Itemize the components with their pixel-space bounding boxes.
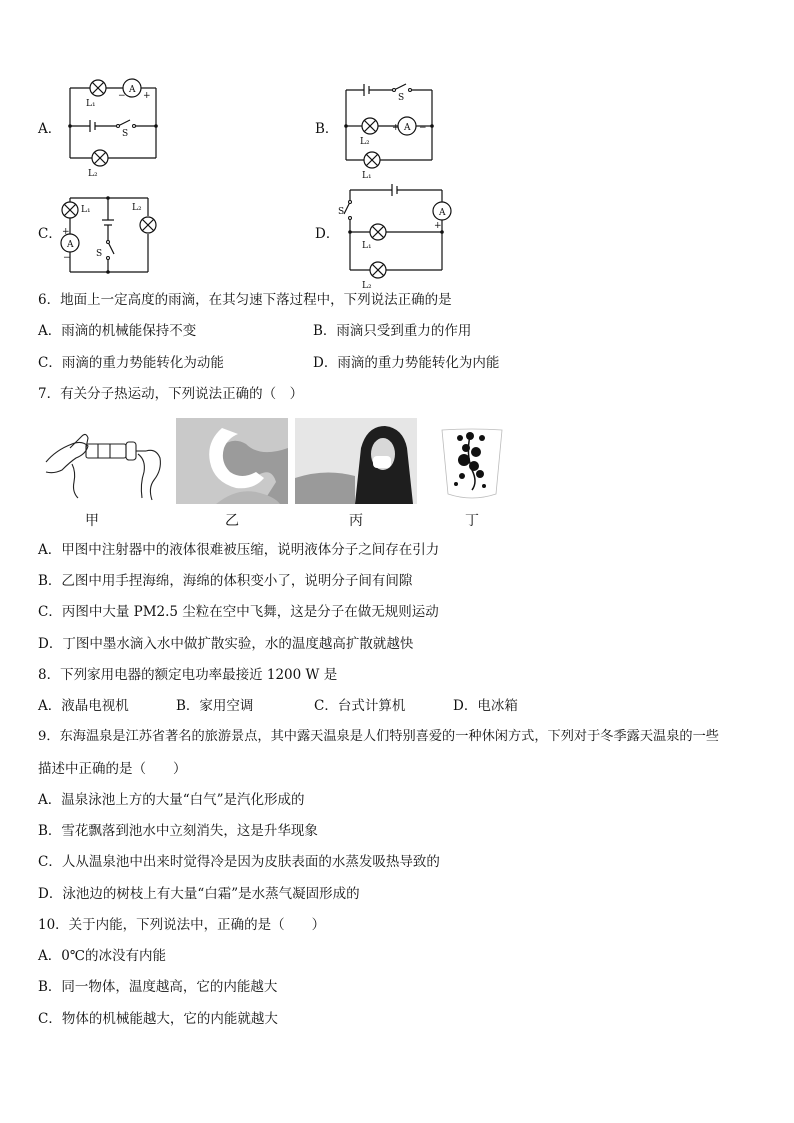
q7-option-b: B．乙图中用手捏海绵，海绵的体积变小了，说明分子间有间隙 (38, 573, 413, 589)
q7-option-d: D．丁图中墨水滴入水中做扩散实验，水的温度越高扩散就越快 (38, 636, 414, 652)
q7-option-a: A．甲图中注射器中的液体很难被压缩，说明液体分子之间存在引力 (38, 542, 440, 558)
q7-figure-jia (42, 418, 166, 508)
svg-text:+: + (392, 123, 400, 133)
q5-circuit-c (60, 190, 170, 282)
lamp-l2-label-b: L₂ (360, 137, 370, 147)
ink-diffusion-beaker (436, 424, 508, 504)
switch-s-label-c: S (96, 249, 103, 259)
q9-stem-line1: 9．东海温泉是江苏省著名的旅游景点，其中露天温泉是人们特别喜爱的一种休闲方式，下列对于冬季露天温泉的一些 (38, 729, 719, 744)
q7-figure-ding (436, 424, 508, 508)
syringe-hands-illustration (42, 418, 166, 504)
circuit-a-diagram (60, 76, 170, 179)
q6-stem: 6．地面上一定高度的雨滴，在其匀速下落过程中，下列说法正确的是 (38, 292, 452, 308)
q10-option-b: B．同一物体，温度越高，它的内能越大 (38, 979, 278, 995)
circuit-d-diagram (338, 180, 448, 291)
lamp-l2-label-d: L₂ (362, 281, 372, 291)
q10-option-a: A．0℃的冰没有内能 (38, 948, 166, 964)
q6-option-d: D．雨滴的重力势能转化为内能 (313, 355, 500, 371)
svg-text:+: + (434, 221, 442, 231)
q7-figure-bing (295, 418, 417, 508)
q5-option-d-label: D． (315, 226, 340, 242)
q7-figure-bing-label: 丙 (349, 513, 363, 529)
q9-stem-line2: 描述中正确的是（ ） (38, 761, 187, 777)
q8-option-c: C．台式计算机 (314, 698, 406, 714)
sponge-hand-photo (176, 418, 288, 504)
svg-text:+: + (62, 227, 70, 237)
q5-circuit-b (336, 82, 446, 181)
lamp-l1-label-b: L₁ (362, 171, 372, 181)
q10-option-c: C．物体的机械能越大，它的内能就越大 (38, 1011, 278, 1027)
switch-s-label: S (122, 129, 129, 139)
circuit-c-diagram (60, 190, 170, 282)
ammeter-c-symbol: A (67, 240, 74, 250)
q5-option-a-label: A． (38, 121, 62, 137)
q8-option-b: B．家用空调 (176, 698, 254, 714)
switch-s-label-d: S (338, 207, 345, 217)
q9-option-d: D．泳池边的树枝上有大量“白霜”是水蒸气凝固形成的 (38, 886, 360, 902)
q7-option-c: C．丙图中大量 PM2.5 尘粒在空中飞舞，这是分子在做无规则运动 (38, 604, 439, 620)
ammeter-b-symbol: A (404, 123, 411, 133)
q9-option-c: C．人从温泉池中出来时觉得冷是因为皮肤表面的水蒸发吸热导致的 (38, 854, 440, 870)
q7-stem: 7．有关分子热运动，下列说法正确的（ ） (38, 386, 304, 402)
svg-text:−: − (419, 123, 427, 133)
q7-figure-ding-label: 丁 (465, 513, 479, 529)
q6-option-a: A．雨滴的机械能保持不变 (38, 323, 197, 339)
svg-text:−: − (63, 253, 71, 263)
circuit-b-diagram (336, 82, 446, 181)
q7-figure-yi (176, 418, 288, 508)
q8-option-a: A．液晶电视机 (38, 698, 129, 714)
q7-figure-yi-label: 乙 (225, 513, 239, 529)
svg-text:−: − (118, 91, 126, 101)
q9-option-a: A．温泉泳池上方的大量“白气”是汽化形成的 (38, 792, 305, 808)
q9-option-b: B．雪花飘落到池水中立刻消失，这是升华现象 (38, 823, 318, 839)
q6-option-c: C．雨滴的重力势能转化为动能 (38, 355, 224, 371)
q8-option-d: D．电冰箱 (453, 698, 518, 714)
q5-option-b-label: B． (315, 121, 339, 137)
lamp-l1-label: L₁ (86, 99, 96, 109)
lamp-l1-label-d: L₁ (362, 241, 372, 251)
pm25-haze-photo (295, 418, 417, 504)
q7-figure-jia-label: 甲 (85, 513, 99, 529)
q10-stem: 10．关于内能，下列说法中，正确的是（ ） (38, 917, 326, 933)
ammeter-d-symbol: A (439, 208, 446, 218)
lamp-l1-label-c: L₁ (81, 205, 91, 215)
lamp-l2-label: L₂ (88, 169, 98, 179)
q6-option-b: B．雨滴只受到重力的作用 (313, 323, 472, 339)
q5-circuit-a (60, 76, 170, 179)
q8-stem: 8．下列家用电器的额定电功率最接近 1200 W 是 (38, 667, 338, 683)
switch-s-label-b: S (398, 93, 405, 103)
ammeter-a-symbol: A (129, 85, 136, 95)
lamp-l2-label-c: L₂ (132, 203, 142, 213)
q5-option-c-label: C． (38, 226, 62, 242)
svg-text:+: + (143, 91, 151, 101)
q5-circuit-d (338, 180, 448, 291)
